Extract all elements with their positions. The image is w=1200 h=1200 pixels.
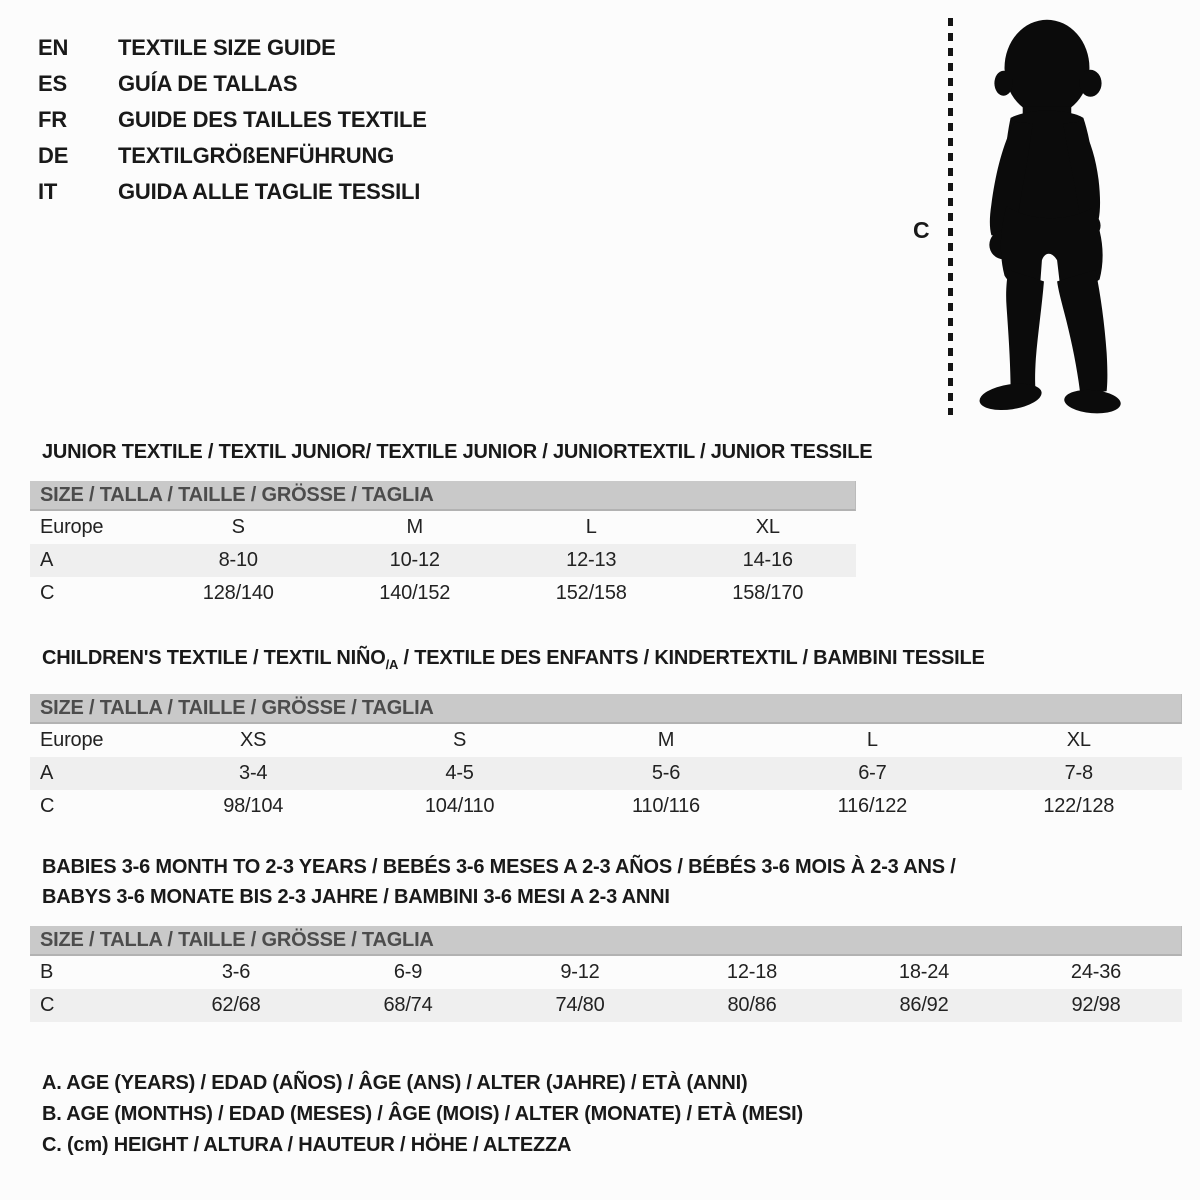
size-value: 80/86	[727, 994, 777, 1016]
section-title-line	[42, 643, 1182, 680]
size-value: XL	[1066, 729, 1091, 751]
legend-line: A. AGE (YEARS) / EDAD (AÑOS) / ÂGE (ANS) / ALTER (JAHRE) / ETÀ (ANNI)	[42, 1072, 748, 1094]
height-figure	[0, 0, 1200, 430]
row-label: A	[40, 549, 54, 571]
size-value: 116/122	[837, 795, 908, 817]
size-value: 140/152	[379, 582, 451, 604]
language-code: EN	[38, 35, 69, 60]
legend-line: B. AGE (MONTHS) / EDAD (MESES) / ÂGE (MOIS) / ALTER (MONATE) / ETÀ (MESI)	[42, 1103, 803, 1125]
size-value: XL	[755, 516, 780, 538]
table-row	[30, 577, 856, 610]
row-label: C	[40, 795, 55, 817]
size-value: 86/92	[899, 994, 949, 1016]
language-title: TEXTILGRÖßENFÜHRUNG	[118, 143, 395, 168]
section-junior	[30, 437, 873, 610]
size-value: 110/116	[632, 795, 700, 817]
size-table	[30, 511, 856, 610]
size-table	[30, 956, 1182, 1022]
language-code: FR	[38, 107, 67, 132]
size-value: 4-5	[445, 762, 474, 784]
size-table	[30, 724, 1182, 823]
section-title-text: CHILDREN'S TEXTILE / TEXTIL NIÑO	[42, 647, 386, 669]
size-header-bar: SIZE / TALLA / TAILLE / GRÖSSE / TAGLIA	[30, 694, 1182, 724]
section-title-text: BABIES 3-6 MONTH TO 2-3 YEARS / BEBÉS 3-6 MESES A 2-3 AÑOS / BÉBÉS 3-6 MOIS À 2-3 ANS /	[42, 856, 956, 878]
size-value: 12-18	[726, 961, 778, 983]
size-value: 14-16	[742, 549, 793, 571]
language-code: ES	[38, 71, 67, 96]
size-value: 18-24	[898, 961, 950, 983]
size-value: 122/128	[1043, 795, 1115, 817]
section-babies	[30, 852, 1182, 1022]
section-title-text: JUNIOR TEXTILE / TEXTIL JUNIOR/ TEXTILE JUNIOR / JUNIORTEXTIL / JUNIOR TESSILE	[42, 441, 873, 463]
row-label: Europe	[40, 516, 104, 538]
measurement-legend	[42, 1068, 803, 1161]
size-value: 152/158	[555, 582, 627, 604]
size-value: 62/68	[211, 994, 261, 1016]
row-label: C	[40, 994, 55, 1016]
language-title: GUIDA ALLE TAGLIE TESSILI	[118, 179, 421, 204]
size-value: 3-6	[221, 961, 251, 983]
language-title: TEXTILE SIZE GUIDE	[118, 35, 336, 60]
language-title: GUÍA DE TALLAS	[118, 71, 298, 96]
size-header-bar: SIZE / TALLA / TAILLE / GRÖSSE / TAGLIA	[30, 926, 1182, 956]
size-value: 74/80	[555, 994, 605, 1016]
size-value: S	[453, 729, 467, 751]
size-value: S	[231, 516, 245, 538]
section-title-text: / TEXTILE DES ENFANTS / KINDERTEXTIL / BAMBINI TESSILE	[398, 647, 985, 669]
size-value: 3-4	[239, 762, 268, 784]
toddler-silhouette-icon	[958, 14, 1140, 418]
section-title-line	[42, 437, 873, 467]
table-row	[30, 511, 856, 544]
size-value: 68/74	[383, 994, 433, 1016]
row-label: A	[40, 762, 54, 784]
size-value: 24-36	[1070, 961, 1122, 983]
size-value: 6-9	[393, 961, 423, 983]
size-value: 6-7	[858, 762, 887, 784]
size-value: 128/140	[202, 582, 274, 604]
size-value: 12-13	[566, 549, 617, 571]
language-code: IT	[38, 179, 58, 204]
row-label: B	[40, 961, 54, 983]
section-title-line	[42, 852, 1182, 882]
row-label: C	[40, 582, 55, 604]
section-children	[30, 643, 1182, 823]
section-title-line	[42, 882, 1182, 912]
table-row	[30, 790, 1182, 823]
section-title	[42, 437, 873, 467]
size-value: 5-6	[651, 762, 681, 784]
size-header-bar: SIZE / TALLA / TAILLE / GRÖSSE / TAGLIA	[30, 481, 856, 511]
size-value: 10-12	[389, 549, 440, 571]
size-value: XS	[240, 729, 267, 751]
size-value: M	[657, 729, 675, 751]
section-title-text: /A	[385, 657, 399, 672]
table-row	[30, 757, 1182, 790]
size-value: L	[866, 729, 878, 751]
legend-line: C. (cm) HEIGHT / ALTURA / HAUTEUR / HÖHE / ALTEZZA	[42, 1134, 572, 1156]
size-value: 98/104	[223, 795, 284, 817]
size-value: 9-12	[560, 961, 600, 983]
height-measure-label: C	[913, 217, 930, 243]
table-row	[30, 989, 1182, 1022]
height-measure-dashed-line	[948, 18, 953, 415]
table-row	[30, 724, 1182, 757]
table-row	[30, 956, 1182, 989]
row-label: Europe	[40, 729, 104, 751]
size-value: 7-8	[1064, 762, 1093, 784]
size-value: M	[406, 516, 423, 538]
size-value: 104/110	[424, 795, 495, 817]
size-value: 92/98	[1071, 994, 1121, 1016]
table-row	[30, 544, 856, 577]
language-code: DE	[38, 143, 69, 168]
size-value: L	[585, 516, 597, 538]
section-title-text: BABYS 3-6 MONATE BIS 2-3 JAHRE / BAMBINI 3-6 MESI A 2-3 ANNI	[42, 886, 670, 908]
size-value: 8-10	[218, 549, 258, 571]
section-title	[42, 852, 1182, 912]
size-value: 158/170	[732, 582, 804, 604]
language-title: GUIDE DES TAILLES TEXTILE	[118, 107, 427, 132]
section-title	[42, 643, 1182, 680]
